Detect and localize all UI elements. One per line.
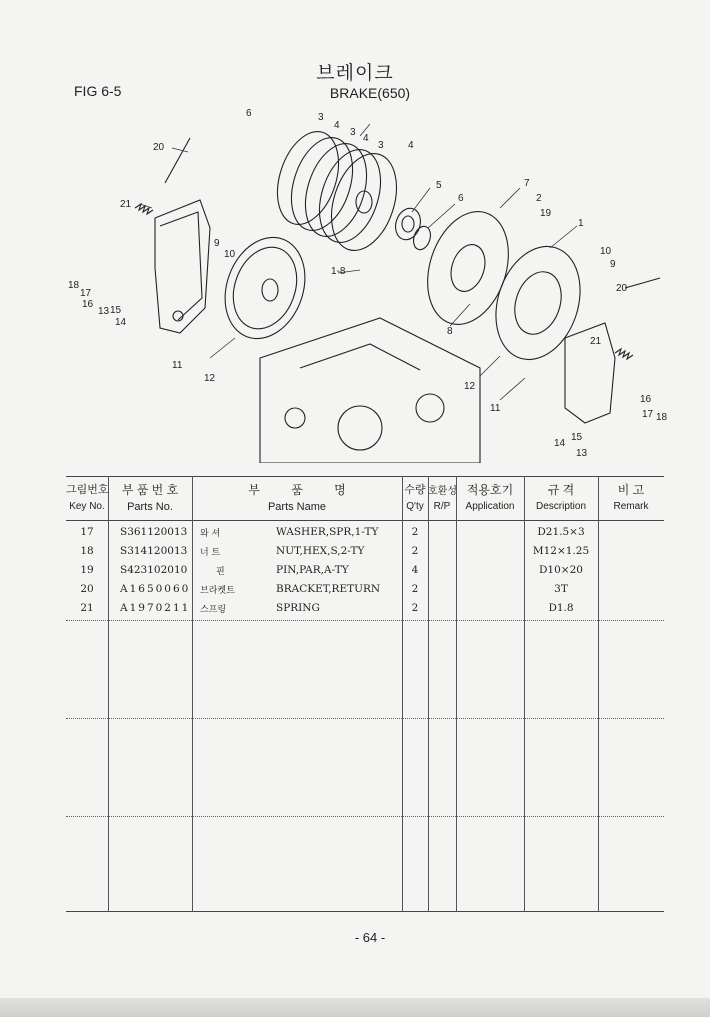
quantity: 2 bbox=[411, 602, 419, 614]
header-parts-no-en: Parts No. bbox=[127, 501, 173, 513]
row-separator bbox=[66, 718, 664, 719]
callout-label: 4 bbox=[408, 140, 414, 151]
table-row bbox=[66, 564, 664, 583]
return-bracket-left bbox=[165, 138, 190, 183]
description: D21.5×3 bbox=[537, 526, 585, 538]
row-separator bbox=[66, 816, 664, 817]
header-parts-name-en: Parts Name bbox=[267, 501, 327, 513]
part-name-en: SPRING bbox=[276, 602, 320, 614]
callout-label: 18 bbox=[656, 412, 668, 423]
header-qty-en: Q'ty bbox=[406, 501, 424, 512]
brake-drum-left bbox=[212, 226, 319, 350]
exploded-parts-diagram bbox=[60, 108, 670, 463]
callout-label: 16 bbox=[640, 394, 652, 405]
key-no: 19 bbox=[80, 564, 94, 576]
callout-label: 18 bbox=[68, 280, 80, 291]
key-no: 17 bbox=[80, 526, 94, 538]
callout-label: 13 bbox=[98, 306, 110, 317]
quantity: 2 bbox=[411, 526, 419, 538]
callout-label: 5 bbox=[436, 180, 442, 191]
key-no: 20 bbox=[80, 583, 94, 595]
header-qty-ko: 수량 bbox=[404, 484, 426, 496]
callout-label: 6 bbox=[458, 193, 464, 204]
callout-label: 12 bbox=[464, 381, 476, 392]
callout-label: 7 bbox=[524, 178, 530, 189]
table-row bbox=[66, 545, 664, 564]
callout-label: 15 bbox=[571, 432, 583, 443]
callout-label: 9 bbox=[214, 238, 220, 249]
description: 3T bbox=[554, 583, 568, 595]
part-number: S361120013 bbox=[120, 526, 188, 538]
callout-label: 13 bbox=[576, 448, 588, 459]
return-bracket-right bbox=[625, 278, 660, 288]
header-rp-en: R/P bbox=[433, 501, 451, 512]
callout-label: 17 bbox=[80, 288, 92, 299]
callout-labels bbox=[68, 108, 668, 459]
header-description-ko: 규 격 bbox=[547, 483, 575, 497]
callout-label: 4 bbox=[363, 133, 369, 144]
table-row bbox=[66, 602, 664, 621]
callout-label: 19 bbox=[540, 208, 552, 219]
part-name-ko: 스프링 bbox=[200, 605, 227, 615]
table-row bbox=[66, 526, 664, 545]
transmission-case bbox=[260, 318, 480, 463]
callout-label: 11 bbox=[490, 403, 501, 414]
callout-label: 2 bbox=[536, 193, 542, 204]
callout-label: 10 bbox=[600, 246, 612, 257]
right-cover-plate bbox=[414, 201, 522, 335]
callout-label: 8 bbox=[447, 326, 453, 337]
parts-table bbox=[66, 476, 664, 912]
part-name-ko: 너 트 bbox=[200, 548, 221, 558]
callout-label: 14 bbox=[115, 317, 127, 328]
callout-label: 1 bbox=[578, 218, 584, 229]
table-row bbox=[66, 583, 664, 602]
callout-label: 16 bbox=[82, 299, 94, 310]
right-brake-housing bbox=[482, 235, 615, 423]
header-remark-ko: 비 고 bbox=[617, 483, 645, 497]
callout-label: 21 bbox=[590, 336, 602, 347]
leader-lines bbox=[140, 124, 577, 400]
left-brake-housing bbox=[155, 200, 210, 333]
friction-disc-stack bbox=[267, 124, 408, 259]
part-number: S314120013 bbox=[120, 545, 188, 557]
part-name-en: BRACKET,RETURN bbox=[276, 583, 381, 595]
header-remark-en: Remark bbox=[613, 501, 649, 512]
callout-label: 6 bbox=[246, 108, 252, 119]
spring-right bbox=[615, 349, 633, 359]
callout-label: 3 bbox=[378, 140, 384, 151]
callout-label: 20 bbox=[616, 283, 628, 294]
callout-label: 17 bbox=[642, 409, 654, 420]
part-number: S423102010 bbox=[120, 564, 188, 576]
callout-label: 12 bbox=[204, 373, 216, 384]
callout-label: 4 bbox=[334, 120, 340, 131]
part-name-en: PIN,PAR,A-TY bbox=[276, 564, 349, 576]
part-name-ko: 와 셔 bbox=[200, 529, 221, 539]
snap-ring bbox=[411, 224, 434, 252]
quantity: 2 bbox=[411, 545, 419, 557]
part-name-en: WASHER,SPR,1-TY bbox=[276, 526, 379, 538]
description: M12×1.25 bbox=[532, 545, 590, 557]
part-number: A1970211 bbox=[120, 602, 191, 614]
callout-label: 3 bbox=[318, 112, 324, 123]
callout-label: 21 bbox=[120, 199, 132, 210]
part-name-en: NUT,HEX,S,2-TY bbox=[276, 545, 365, 557]
callout-label: 3 bbox=[350, 127, 356, 138]
key-no: 21 bbox=[80, 602, 94, 614]
row-separator bbox=[66, 620, 664, 621]
page-title-english: BRAKE(650) bbox=[329, 85, 411, 101]
page-title-korean: 브레이크 bbox=[316, 63, 394, 84]
header-parts-no-ko: 부 품 번 호 bbox=[121, 483, 179, 497]
quantity: 4 bbox=[411, 564, 419, 576]
scan-edge bbox=[0, 998, 710, 1017]
header-key-no-en: Key No. bbox=[69, 501, 105, 512]
figure-label: FIG 6-5 bbox=[74, 83, 122, 99]
page-number: - 64 - bbox=[354, 930, 386, 945]
header-parts-name-ko: 부 품 명 bbox=[248, 483, 346, 497]
callout-label: 10 bbox=[224, 249, 236, 260]
quantity: 2 bbox=[411, 583, 419, 595]
header-description-en: Description bbox=[535, 501, 587, 512]
callout-label: 20 bbox=[153, 142, 165, 153]
part-name-ko: 핀 bbox=[216, 567, 225, 577]
callout-label: 1-8 bbox=[331, 266, 346, 277]
header-application-ko: 적용호기 bbox=[466, 483, 514, 497]
callout-label: 14 bbox=[554, 438, 566, 449]
callout-label: 9 bbox=[610, 259, 616, 270]
header-key-no-ko: 그림번호 bbox=[66, 484, 109, 496]
header-rp-ko: 호환성 bbox=[428, 486, 457, 497]
part-number: A1650060 bbox=[120, 583, 191, 595]
part-name-ko: 브라켓트 bbox=[200, 586, 235, 596]
callout-label: 11 bbox=[172, 360, 183, 371]
callout-label: 15 bbox=[110, 305, 122, 316]
description: D1.8 bbox=[548, 602, 574, 614]
bearing bbox=[392, 205, 425, 243]
header-application-en: Application bbox=[465, 501, 515, 512]
description: D10×20 bbox=[539, 564, 583, 576]
key-no: 18 bbox=[80, 545, 94, 557]
